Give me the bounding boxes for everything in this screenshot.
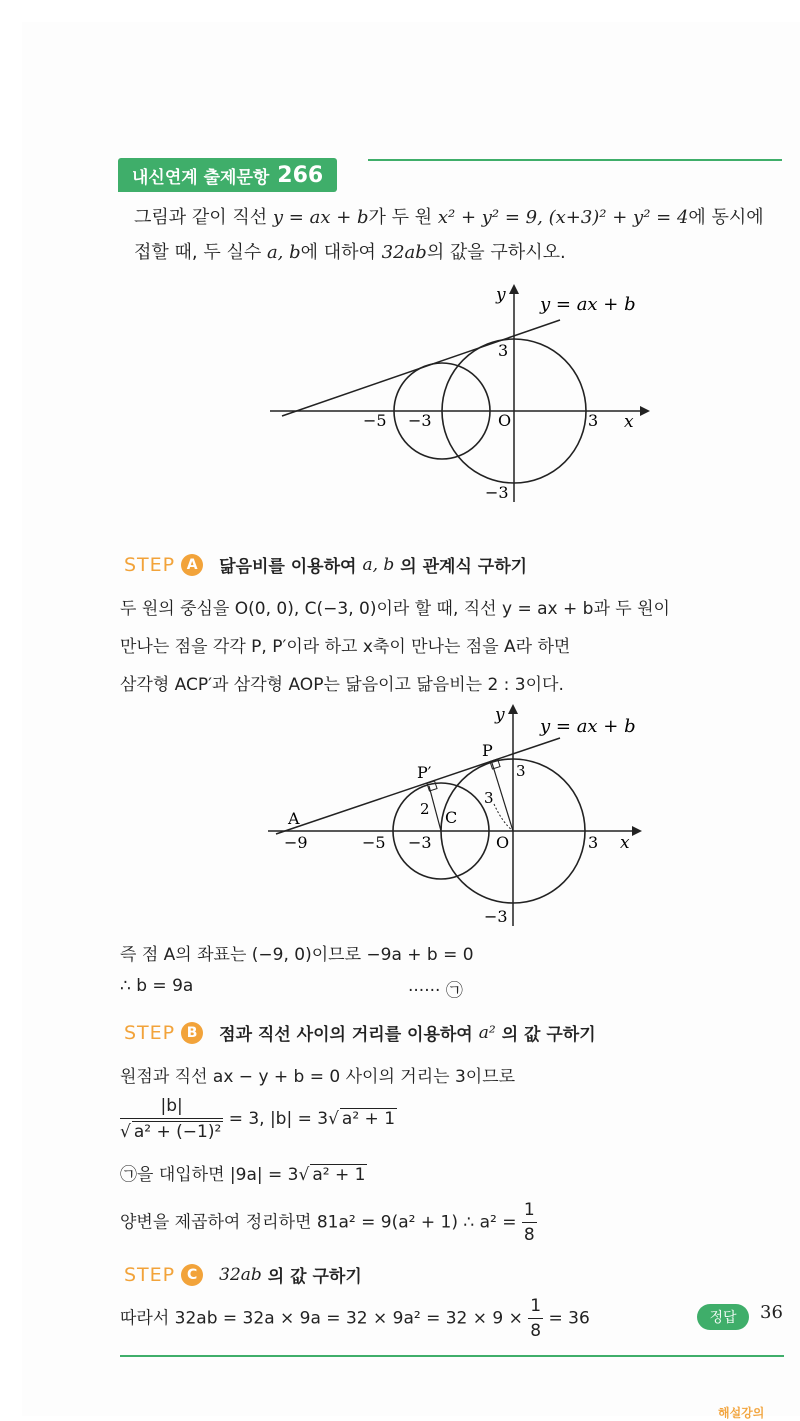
step-b-line-1: 원점과 직선 ax − y + b = 0 사이의 거리는 3이므로 [120, 1067, 516, 1087]
tick-x-neg3: −3 [408, 411, 432, 430]
point-c-label: C [445, 808, 458, 827]
final-fraction [528, 1296, 543, 1341]
footer-mark: 해설강의 [718, 1406, 765, 1420]
distance-formula-line: $\frac{|b|}{\text{√ a² + (−1)²}}$ = 3, |b| = 3√ a² + 1 [120, 1096, 396, 1142]
q-expr: 32ab [381, 242, 427, 263]
step-c-badge: C [181, 1264, 203, 1286]
final-calculation-line [120, 1296, 590, 1341]
question-text [134, 200, 784, 270]
step-b-title: 점과 직선 사이의 거리를 이용하여 [219, 1025, 473, 1045]
problem-number: 266 [277, 162, 324, 188]
x-label: x [624, 412, 634, 432]
a-squared-fraction [522, 1200, 537, 1245]
y-label: y [496, 285, 506, 305]
line-label: y = ax + b [540, 294, 636, 315]
problem-tag-label: 내신연계 출제문항 [132, 167, 270, 188]
tick-y-3: 3 [498, 341, 509, 360]
tick-y-neg3: −3 [484, 907, 508, 926]
radius-op [492, 763, 513, 831]
distance-result: = 3, |b| = 3 [228, 1109, 329, 1129]
q-text: 접할 때, 두 실수 [134, 242, 267, 263]
segment-3-label-a: 3 [484, 789, 494, 807]
distance-fraction [120, 1096, 223, 1142]
fraction-denominator: 8 [523, 1225, 535, 1245]
tangent-line [276, 738, 560, 834]
tick-x-3: 3 [588, 833, 599, 852]
tick-x-neg5: −5 [362, 833, 386, 852]
bottom-rule [120, 1355, 784, 1357]
x-axis-arrow [632, 826, 642, 836]
sqrt-content: a² + 1 [341, 1109, 396, 1129]
tick-x-neg5: −5 [363, 411, 387, 430]
tick-origin: O [496, 833, 510, 852]
final-calculation: 따라서 32ab = 32a × 9a = 32 × 9a² = 32 × 9 × [120, 1308, 523, 1329]
right-angle-p2 [427, 781, 437, 791]
final-result: = 36 [548, 1308, 590, 1329]
step-word: STEP [124, 1021, 176, 1044]
q-circle-2: (x+3)² + y² = 4 [548, 207, 689, 228]
tick-x-3: 3 [588, 411, 599, 430]
header-rule [368, 159, 782, 161]
dotted-arc [494, 804, 513, 831]
step-b-title-var: a² [478, 1022, 496, 1043]
fraction-denominator: 8 [530, 1321, 542, 1341]
step-a-badge: A [181, 554, 203, 576]
fraction-numerator: |b| [120, 1096, 223, 1119]
step-word: STEP [124, 553, 176, 576]
fraction-numerator: 1 [528, 1296, 543, 1319]
y-label: y [495, 705, 505, 725]
step-a-line-2: 만나는 점을 각각 P, P′이라 하고 x축이 만나는 점을 A라 하면 [120, 637, 571, 657]
tick-y-neg3: −3 [485, 483, 509, 502]
step-b-heading [124, 1020, 596, 1045]
q-vars: a, b [266, 242, 301, 263]
question-line-1 [134, 200, 784, 235]
q-line-eq: y = ax + b [272, 207, 369, 228]
step-c-heading [124, 1262, 362, 1287]
b-relation: ∴ b = 9a [120, 976, 194, 996]
answer-badge: 정답 [697, 1304, 749, 1330]
step-b-badge: B [181, 1022, 203, 1044]
step-a-title: 닮음비를 이용하여 [219, 557, 357, 577]
segment-2-label: 2 [420, 800, 430, 818]
tick-x-neg3: −3 [408, 833, 432, 852]
sqrt-content: a² + 1 [312, 1165, 366, 1185]
question-line-2 [134, 235, 784, 270]
step-a-title-tail: 의 관계식 구하기 [400, 557, 528, 577]
tick-x-neg9: −9 [284, 833, 308, 852]
substitution-text: ㉠을 대입하면 |9a| = 3 [120, 1165, 299, 1185]
figure-2-svg [262, 700, 662, 935]
fraction-numerator: 1 [522, 1200, 537, 1223]
b-relation-line [120, 976, 463, 1001]
step-c-title-expr: 32ab [219, 1264, 262, 1285]
fraction-denominator: √ a² + (−1)² [120, 1122, 222, 1142]
point-a-label: A [288, 809, 300, 828]
step-a-heading [124, 552, 527, 577]
tangent-line [282, 320, 560, 416]
eq-tag: ······ ㉠ [408, 981, 463, 1001]
point-p-label: P [482, 741, 493, 760]
problem-tag [118, 158, 337, 192]
problem-header [118, 158, 782, 192]
sqrt-content: a² + (−1)² [133, 1122, 222, 1142]
step-word: STEP [124, 1263, 176, 1286]
q-text: 가 두 원 [368, 207, 438, 228]
square-line [120, 1200, 537, 1245]
step-b-title-tail: 의 값 구하기 [501, 1025, 596, 1045]
figure-1-svg [260, 280, 660, 510]
q-text: 에 동시에 [688, 207, 764, 228]
step-a-line-3: 삼각형 ACP′과 삼각형 AOP는 닮음이고 닮음비는 2 : 3이다. [120, 675, 564, 695]
q-circle-1: x² + y² = 9, [437, 207, 543, 228]
tick-origin: O [498, 411, 512, 430]
square-text: 양변을 제곱하여 정리하면 81a² = 9(a² + 1) ∴ a² = [120, 1212, 517, 1233]
figure-2 [262, 700, 662, 939]
step-a-line-1: 두 원의 중심을 O(0, 0), C(−3, 0)이라 할 때, 직선 y = ax + b과 두 원이 [120, 599, 670, 619]
q-text: 의 값을 구하시오. [426, 242, 566, 263]
x-axis-arrow [640, 406, 650, 416]
q-text: 에 대하여 [300, 242, 382, 263]
line-label: y = ax + b [540, 716, 636, 737]
step-c-title: 의 값 구하기 [267, 1267, 362, 1287]
step-a-title-vars: a, b [362, 554, 395, 575]
y-axis-arrow [509, 284, 519, 294]
y-axis-arrow [508, 704, 518, 714]
x-label: x [620, 833, 630, 853]
point-p-prime-label: P′ [417, 763, 432, 782]
segment-3-label-b: 3 [516, 762, 526, 780]
radius-cp [429, 786, 441, 831]
substitution-line: ㉠을 대입하면 |9a| = 3√ a² + 1 [120, 1165, 366, 1185]
q-text: 그림과 같이 직선 [134, 207, 273, 228]
answer-value: 36 [760, 1302, 783, 1323]
a-coordinate-line: 즉 점 A의 좌표는 (−9, 0)이므로 −9a + b = 0 [120, 945, 474, 965]
figure-1 [260, 280, 660, 514]
